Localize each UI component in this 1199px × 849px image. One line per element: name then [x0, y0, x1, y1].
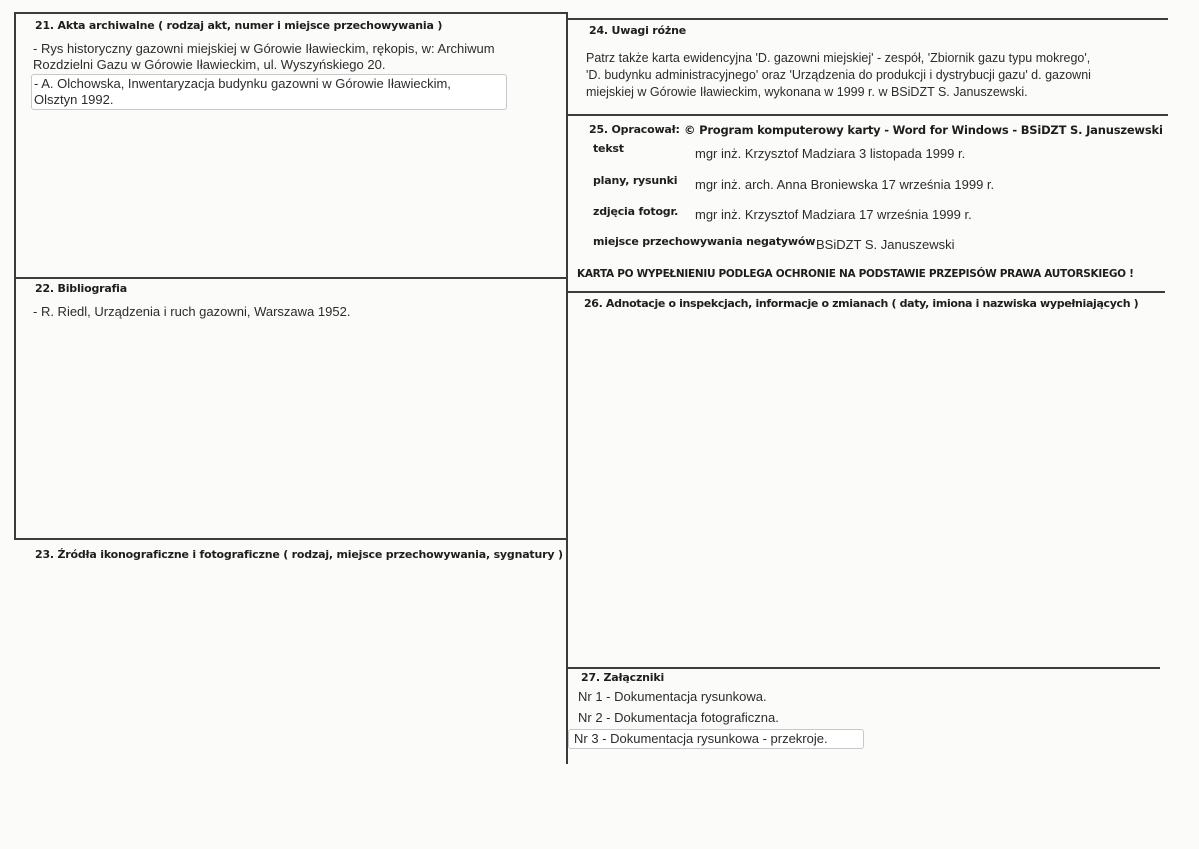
attachment-item-boxed [568, 729, 864, 749]
divider-24-top [568, 18, 1168, 20]
divider-22-23 [14, 538, 568, 540]
section-21-line-4: Olsztyn 1992. [34, 92, 114, 107]
top-border [14, 12, 568, 14]
copyright-notice: KARTA PO WYPEŁNIENIU PODLEGA OCHRONIE NA PODSTAWIE PRZEPISÓW PRAWA AUTORSKIEGO ! [577, 268, 1134, 280]
section-24-line-3: miejskiej w Górowie Iławieckim, wykonana w 1999 r. w BSiDZT S. Januszewski. [586, 85, 1028, 99]
credit-value-photos: mgr inż. Krzysztof Madziara 17 września 1999 r. [695, 207, 972, 222]
divider-26-27 [568, 667, 1160, 669]
credit-label-text: tekst [593, 142, 624, 155]
section-21-header: 21. Akta archiwalne ( rodzaj akt, numer i miejsce przechowywania ) [35, 19, 443, 32]
credit-value-plans: mgr inż. arch. Anna Broniewska 17 września 1999 r. [695, 177, 995, 192]
credit-value-text: mgr inż. Krzysztof Madziara 3 listopada 1999 r. [695, 146, 966, 161]
section-24-header: 24. Uwagi różne [589, 24, 686, 37]
program-credit: © Program komputerowy karty - Word for Windows - BSiDZT S. Januszewski [684, 123, 1163, 137]
section-25-header: 25. Opracował: [589, 123, 680, 136]
left-border [14, 12, 16, 540]
section-24-line-2: 'D. budynku administracyjnego' oraz 'Urządzenia do produkcji i dystrybucji gazu' d. gazowni [586, 68, 1091, 82]
divider-21-22 [14, 277, 568, 279]
credit-label-negatives: miejsce przechowywania negatywów [593, 235, 816, 248]
section-21-line-3: - A. Olchowska, Inwentaryzacja budynku gazowni w Górowie Iławieckim, [34, 76, 451, 91]
section-22-line-1: - R. Riedl, Urządzenia i ruch gazowni, Warszawa 1952. [33, 304, 351, 319]
section-23-header: 23. Źródła ikonograficzne i fotograficzne ( rodzaj, miejsce przechowywania, sygnatury ) [35, 548, 563, 561]
credit-label-photos: zdjęcia fotogr. [593, 205, 679, 218]
attachment-item: Nr 1 - Dokumentacja rysunkowa. [578, 689, 767, 704]
divider-24-25 [568, 114, 1168, 116]
attachment-item: Nr 2 - Dokumentacja fotograficzna. [578, 710, 779, 725]
section-22-header: 22. Bibliografia [35, 282, 127, 295]
section-21-line-1: - Rys historyczny gazowni miejskiej w Górowie Iławieckim, rękopis, w: Archiwum [33, 41, 495, 56]
section-21-line-2: Rozdzielni Gazu w Górowie Iławieckim, ul. Wyszyńskiego 20. [33, 57, 386, 72]
attachment-item: Nr 3 - Dokumentacja rysunkowa - przekroje. [574, 731, 828, 746]
section-24-line-1: Patrz także karta ewidencyjna 'D. gazowni miejskiej' - zespół, 'Zbiornik gazu typu mokrego', [586, 51, 1091, 65]
credit-label-plans: plany, rysunki [593, 174, 678, 187]
center-divider [566, 12, 568, 764]
section-21-boxed-entry [31, 74, 507, 110]
section-27-header: 27. Załączniki [581, 671, 665, 684]
divider-25-26 [568, 291, 1165, 293]
section-26-header: 26. Adnotacje o inspekcjach, informacje o zmianach ( daty, imiona i nazwiska wypełniających ) [584, 297, 1139, 310]
credit-value-negatives: BSiDZT S. Januszewski [816, 237, 955, 252]
